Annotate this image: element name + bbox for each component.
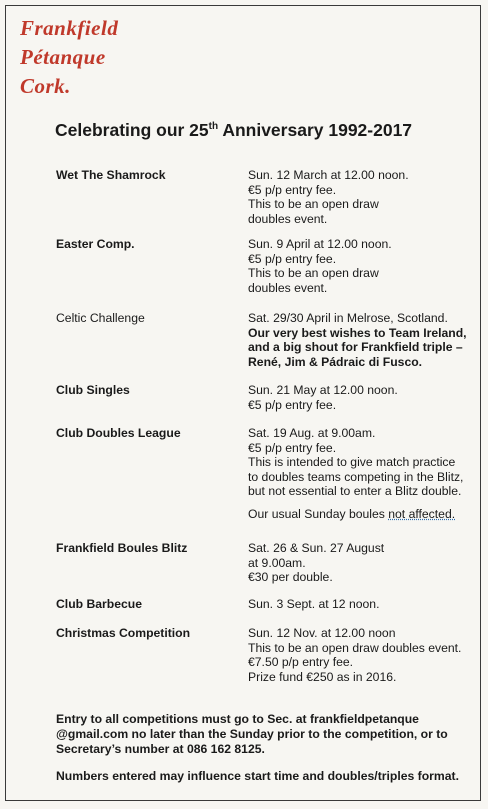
footer-line: Entry to all competitions must go to Sec. at frankfieldpetanque (56, 712, 419, 726)
event-name-christmas: Christmas Competition (56, 626, 191, 640)
detail-line: This to be an open draw (248, 266, 379, 281)
event-detail-easter (248, 237, 392, 295)
club-logo (20, 14, 118, 101)
detail-line: €7.50 p/p entry fee. (248, 655, 354, 670)
detail-line: Sun. 21 May at 12.00 noon. (248, 383, 398, 397)
event-detail-blitz (248, 541, 384, 585)
title-prefix: Celebrating our 25 (55, 120, 209, 140)
detail-line: René, Jim & Pádraic di Fusco. (248, 354, 423, 369)
event-name-singles: Club Singles (56, 383, 130, 397)
detail-line: €30 per double. (248, 570, 333, 585)
detail-line: Sun. 3 Sept. at 12 noon. (248, 597, 380, 611)
footer-line: @gmail.com no later than the Sunday prior to the competition, or to (56, 727, 448, 741)
event-detail-celtic (248, 311, 467, 369)
event-name-celtic: Celtic Challenge (56, 311, 145, 325)
detail-line: doubles event. (248, 211, 328, 226)
event-detail-singles (248, 383, 398, 412)
detail-line: This is intended to give match practice (248, 455, 456, 470)
detail-line: Sat. 26 & Sun. 27 August (248, 541, 385, 555)
detail-line: €5 p/p entry fee. (248, 440, 337, 455)
spacer (248, 499, 463, 507)
detail-line: Sun. 12 March at 12.00 noon. (248, 168, 409, 182)
logo-line-1: Frankfield (20, 16, 119, 40)
detail-line: Sat. 19 Aug. at 9.00am. (248, 426, 376, 440)
logo-line-3: Cork. (20, 74, 71, 98)
detail-line: Our very best wishes to Team Ireland, (248, 325, 467, 340)
detail-line: Sat. 29/30 April in Melrose, Scotland. (248, 311, 448, 325)
detail-line: This to be an open draw (248, 197, 379, 212)
detail-text-underlined: not affected. (388, 506, 456, 521)
detail-line: to doubles teams competing in the Blitz, (248, 469, 464, 484)
event-name-easter: Easter Comp. (56, 237, 135, 251)
page-title (55, 120, 412, 141)
event-detail-shamrock (248, 168, 409, 226)
detail-line: €5 p/p entry fee. (248, 397, 337, 412)
event-detail-doubles (248, 426, 463, 522)
event-name-shamrock: Wet The Shamrock (56, 168, 166, 182)
detail-line: but not essential to enter a Blitz double. (248, 484, 462, 499)
detail-line: €5 p/p entry fee. (248, 251, 337, 266)
detail-line: at 9.00am. (248, 555, 306, 570)
footer-note: Numbers entered may influence start time and doubles/triples format. (56, 769, 459, 783)
event-name-barbecue: Club Barbecue (56, 597, 143, 611)
detail-line: and a big shout for Frankfield triple – (248, 340, 463, 355)
detail-line: This to be an open draw doubles event. (248, 640, 462, 655)
title-suffix: Anniversary 1992-2017 (218, 120, 413, 140)
detail-text: Our usual Sunday boules (248, 506, 389, 521)
event-detail-christmas (248, 626, 461, 684)
event-name-blitz: Frankfield Boules Blitz (56, 541, 188, 555)
event-name-doubles: Club Doubles League (56, 426, 181, 440)
detail-line: doubles event. (248, 280, 328, 295)
title-superscript: th (208, 121, 219, 132)
footer-notice (56, 712, 476, 783)
detail-line: Prize fund €250 as in 2016. (248, 669, 397, 684)
detail-line: €5 p/p entry fee. (248, 182, 337, 197)
event-detail-barbecue (248, 597, 379, 612)
logo-line-2: Pétanque (20, 45, 106, 69)
detail-line: Sun. 12 Nov. at 12.00 noon (248, 626, 396, 640)
footer-line: Secretary’s number at 086 162 8125. (56, 742, 265, 756)
detail-line: Sun. 9 April at 12.00 noon. (248, 237, 392, 251)
detail-line (248, 507, 463, 522)
